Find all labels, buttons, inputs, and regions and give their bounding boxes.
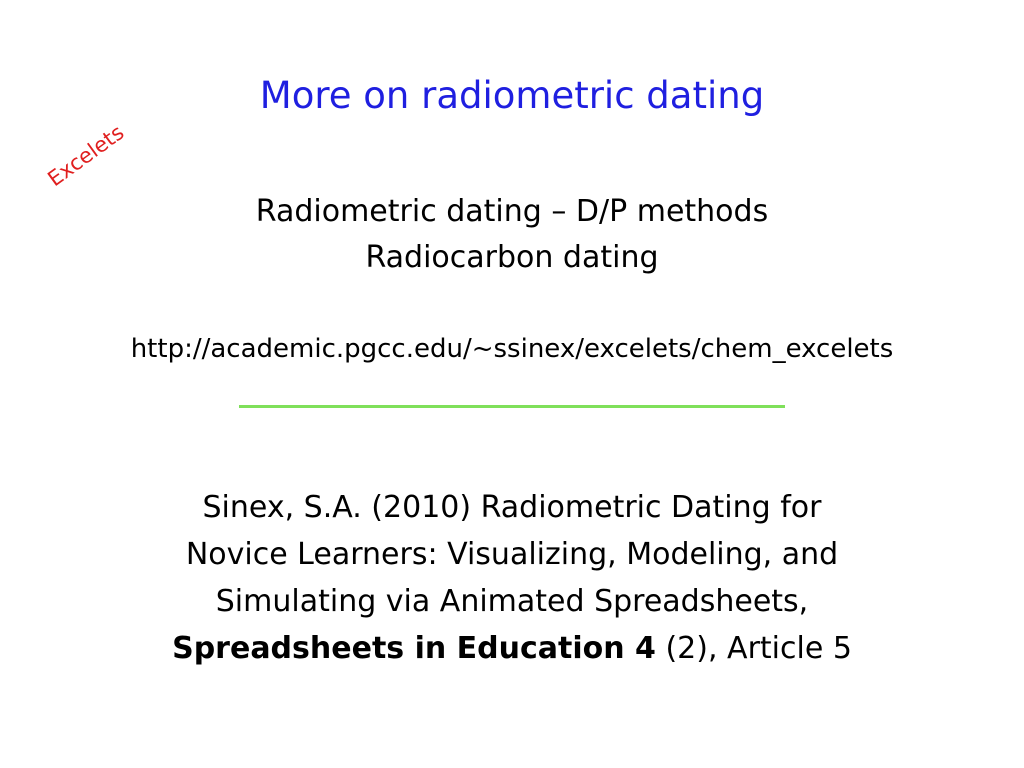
link-underline — [239, 405, 785, 408]
journal-title: Spreadsheets in Education 4 — [172, 631, 656, 666]
citation-line: Simulating via Animated Spreadsheets, — [215, 584, 809, 619]
topic-item: Radiometric dating – D/P methods — [255, 194, 769, 229]
citation-line — [0, 625, 1024, 672]
excelets-link[interactable]: http://academic.pgcc.edu/~ssinex/excelets/chem_excelets — [130, 334, 894, 364]
topic-list — [0, 189, 1024, 281]
excelets-stamp: Excelets — [43, 120, 129, 192]
citation — [0, 484, 1024, 672]
slide-title: More on radiometric dating — [259, 74, 765, 117]
citation-line: Novice Learners: Visualizing, Modeling, and — [185, 537, 839, 572]
citation-details: (2), Article 5 — [655, 631, 852, 666]
citation-line: Sinex, S.A. (2010) Radiometric Dating for — [202, 490, 822, 525]
topic-item: Radiocarbon dating — [365, 240, 659, 275]
